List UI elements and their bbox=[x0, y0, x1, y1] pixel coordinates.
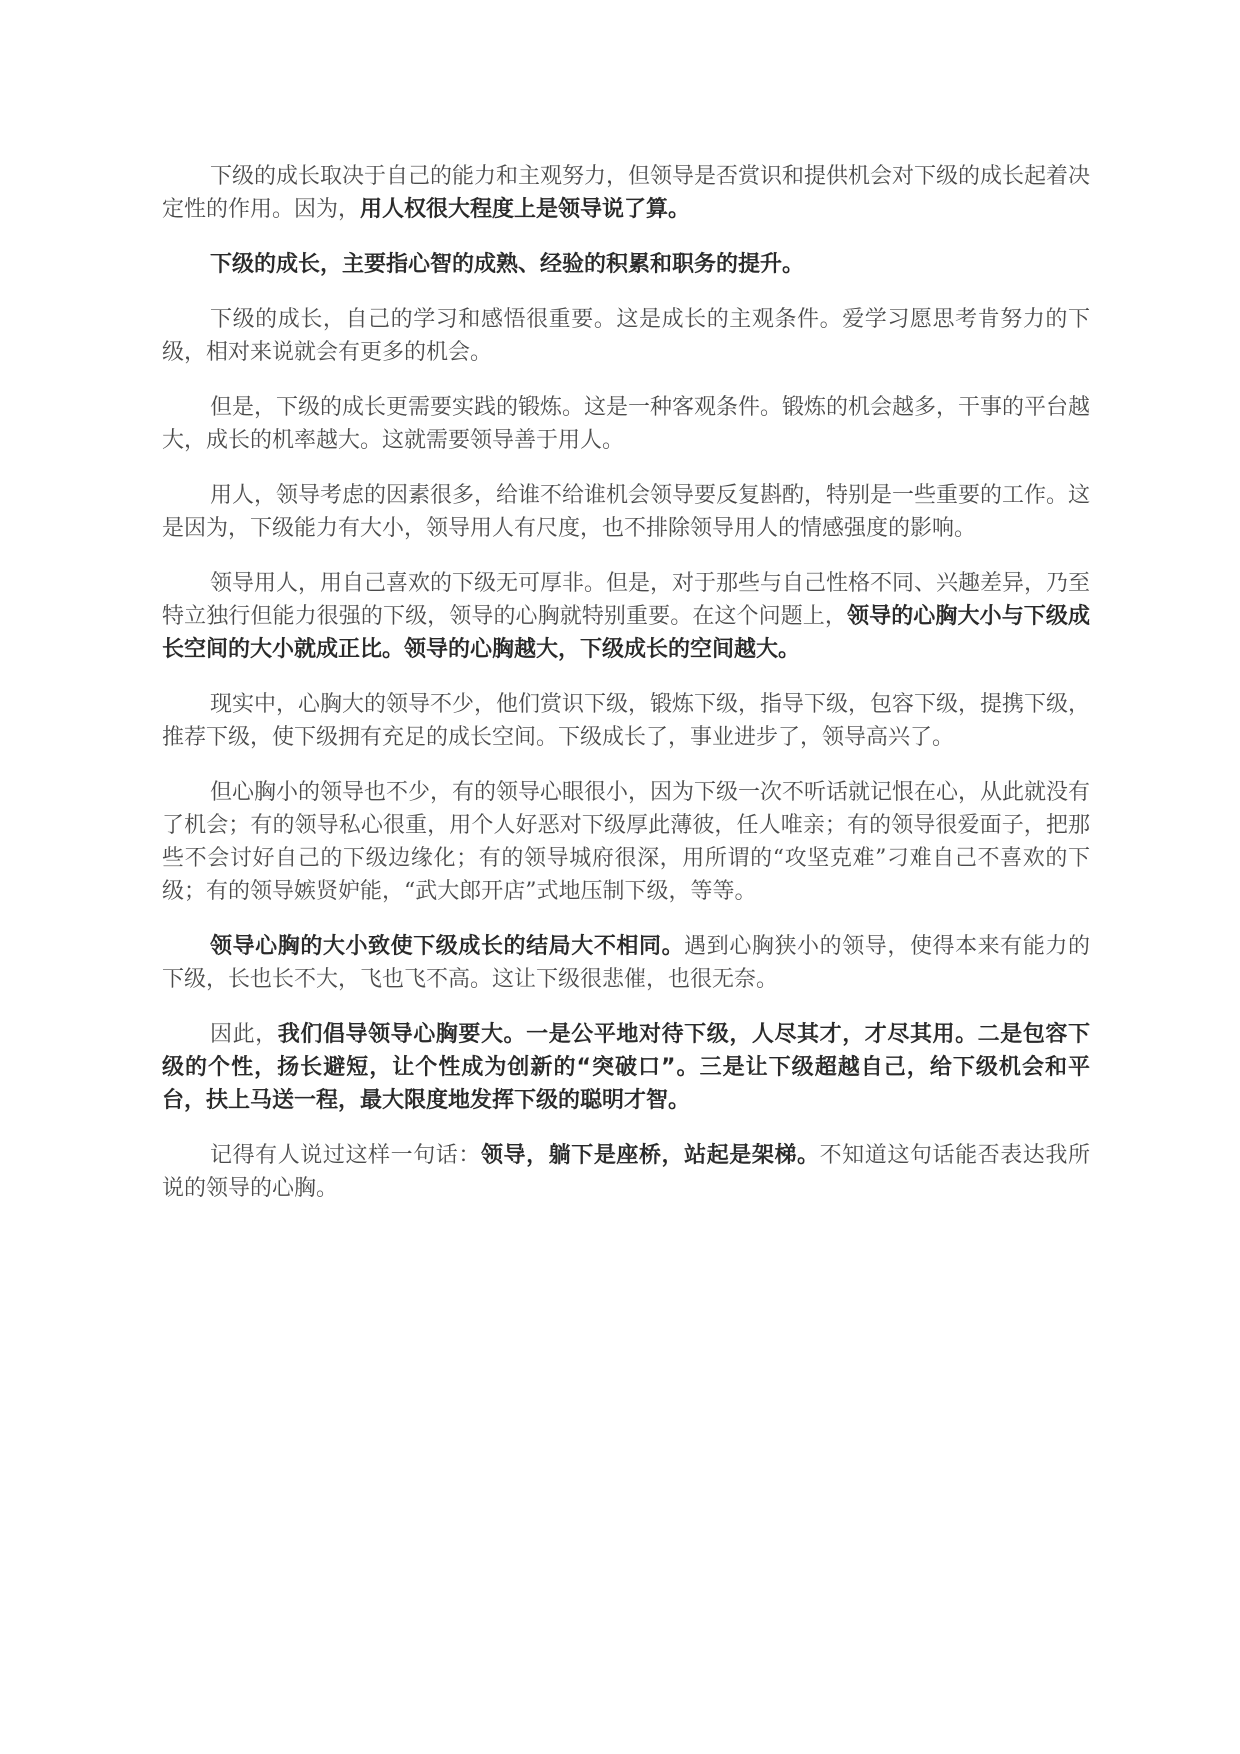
bold-phrase: 下级的成长，主要指心智的成熟、经验的积累和职务的提升。 bbox=[210, 252, 805, 277]
paragraph-text: 现实中，心胸大的领导不少，他们赏识下级，锻炼下级，指导下级，包容下级，提携下级，推荐下级，使下级拥有充足的成长空间。下级成长了，事业进步了，领导高兴了。 bbox=[162, 692, 1091, 750]
paragraph-text: 下级的成长，自己的学习和感悟很重要。这是成长的主观条件。爱学习愿思考肯努力的下级，相对来说就会有更多的机会。 bbox=[162, 307, 1090, 365]
paragraph-text: 记得有人说过这样一句话： bbox=[210, 1143, 481, 1168]
bold-phrase: 我们倡导领导心胸要大。一是公平地对待下级，人尽其才，才尽其用。二是包容下级的个性，扬长避短，让个性成为创新的“突破口”。三是让下级超越自己，给下级机会和平台，扶上马送一程，最大限度地发挥下级的聪明才智。 bbox=[162, 1022, 1090, 1113]
bold-phrase: 领导的心胸大小与下级成长空间的大小就成正比。领导的心胸越大，下级成长的空间越大。 bbox=[162, 604, 1090, 662]
paragraph-text: 用人，领导考虑的因素很多，给谁不给谁机会领导要反复斟酌，特别是一些重要的工作。这是因为，下级能力有大小，领导用人有尺度，也不排除领导用人的情感强度的影响。 bbox=[162, 483, 1091, 541]
paragraph-10 bbox=[162, 1018, 1090, 1117]
paragraph-6 bbox=[162, 567, 1090, 666]
paragraph-text: 但心胸小的领导也不少，有的领导心眼很小，因为下级一次不听话就记恨在心，从此就没有了机会；有的领导私心很重，用个人好恶对下级厚此薄彼，任人唯亲；有的领导很爱面子，把那些不会讨好自己的下级边缘化；有的领导城府很深，用所谓的“攻坚克难”刁难自己不喜欢的下级；有的领导嫉贤妒能，“武大郎开店”式地压制下级，等等。 bbox=[162, 780, 1091, 904]
paragraph-8 bbox=[162, 776, 1090, 908]
paragraph-text: 下级的成长取决于自己的能力和主观努力，但领导是否赏识和提供机会对下级的成长起着决定性的作用。因为， bbox=[162, 164, 1091, 222]
paragraph-3 bbox=[162, 303, 1090, 369]
bold-phrase: 领导心胸的大小致使下级成长的结局大不相同。 bbox=[210, 934, 685, 959]
paragraph-text: 因此， bbox=[210, 1022, 278, 1047]
paragraph-11 bbox=[162, 1139, 1090, 1205]
bold-phrase: 用人权很大程度上是领导说了算。 bbox=[360, 197, 691, 222]
paragraph-4 bbox=[162, 391, 1090, 457]
document-page bbox=[162, 160, 1090, 1227]
paragraph-text: 但是，下级的成长更需要实践的锻炼。这是一种客观条件。锻炼的机会越多，干事的平台越大，成长的机率越大。这就需要领导善于用人。 bbox=[162, 395, 1091, 453]
paragraph-text: 领导用人，用自己喜欢的下级无可厚非。但是，对于那些与自己性格不同、兴趣差异，乃至特立独行但能力很强的下级，领导的心胸就特别重要。在这个问题上， bbox=[162, 571, 1091, 629]
paragraph-5 bbox=[162, 479, 1090, 545]
bold-phrase: 领导，躺下是座桥，站起是架梯。 bbox=[480, 1143, 820, 1168]
paragraph-text: 不知道这句话能否表达我所说的领导的心胸。 bbox=[162, 1143, 1090, 1201]
paragraph-text: 遇到心胸狭小的领导，使得本来有能力的下级，长也长不大，飞也飞不高。这让下级很悲催，也很无奈。 bbox=[162, 934, 1090, 992]
paragraph-9 bbox=[162, 930, 1090, 996]
paragraph-2 bbox=[162, 248, 1090, 281]
paragraph-7 bbox=[162, 688, 1090, 754]
paragraph-1 bbox=[162, 160, 1090, 226]
